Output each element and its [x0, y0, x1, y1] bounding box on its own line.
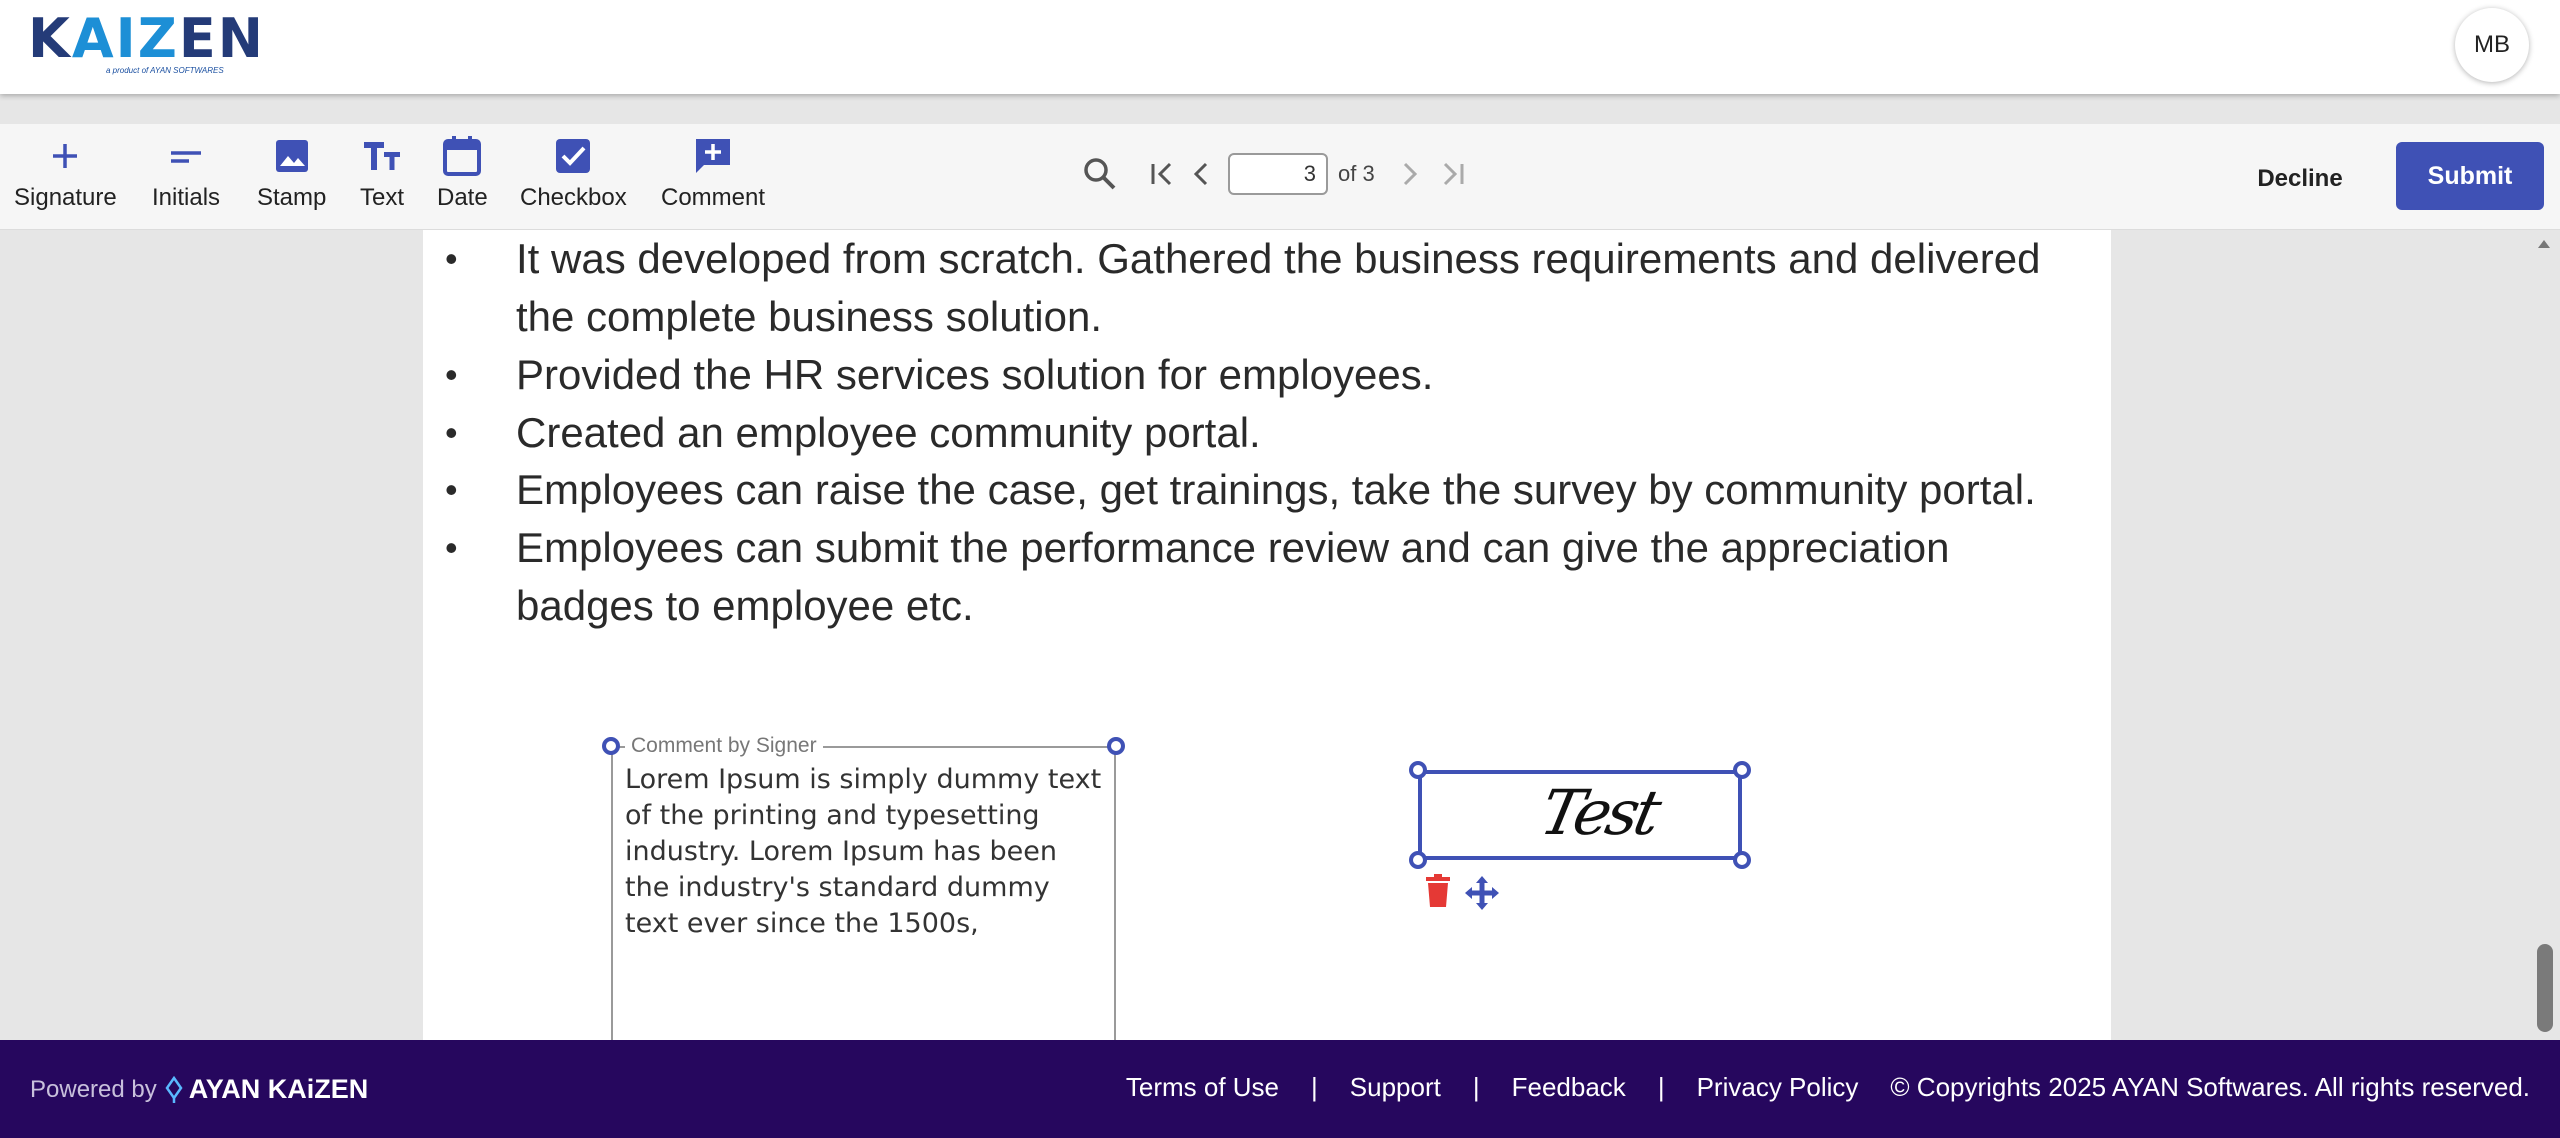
- trash-icon[interactable]: [1423, 874, 1453, 908]
- page-number-input[interactable]: [1228, 153, 1328, 195]
- tool-comment-label: Comment: [661, 184, 766, 211]
- bullet-dot: •: [445, 527, 458, 568]
- app-header: [0, 0, 2560, 94]
- bullet-dot: •: [445, 469, 458, 510]
- resize-handle[interactable]: [1733, 761, 1751, 779]
- signature-field[interactable]: [1418, 770, 1742, 860]
- signature-text: Test: [1534, 776, 1664, 849]
- list-item: [423, 346, 2083, 404]
- list-item: [423, 519, 2083, 635]
- tool-text-label: Text: [360, 184, 405, 211]
- list-item-text-cont: the complete business solution.: [516, 293, 1103, 340]
- plus-icon: [50, 134, 80, 178]
- signer-comment-field[interactable]: [611, 734, 1116, 1040]
- support-link[interactable]: Support: [1349, 1072, 1441, 1102]
- calendar-icon: [442, 134, 482, 178]
- footer-links: [1126, 1072, 2530, 1103]
- vertical-scrollbar-thumb[interactable]: [2537, 944, 2553, 1032]
- list-item: [423, 461, 2083, 519]
- document-page: [423, 230, 2111, 1040]
- list-item-text-cont: badges to employee etc.: [516, 582, 974, 629]
- signing-toolbar: [0, 124, 2560, 230]
- powered-by: [30, 1074, 368, 1105]
- list-item-text: Provided the HR services solution for employees.: [516, 351, 1434, 398]
- terms-of-use-link[interactable]: Terms of Use: [1125, 1072, 1280, 1102]
- submit-button[interactable]: Submit: [2396, 142, 2544, 210]
- list-item: [423, 230, 2083, 346]
- add-comment-icon: [693, 134, 733, 178]
- tool-comment[interactable]: [661, 134, 765, 212]
- tool-signature-label: Signature: [14, 184, 117, 211]
- first-page-icon[interactable]: [1142, 160, 1182, 188]
- resize-handle[interactable]: [1409, 851, 1427, 869]
- scroll-up-arrow-icon[interactable]: [2534, 234, 2554, 254]
- resize-handle[interactable]: [602, 737, 620, 755]
- list-item-text: Employees can raise the case, get trainings, take the survey by community portal.: [516, 466, 2036, 513]
- decline-button[interactable]: Decline: [2257, 165, 2343, 192]
- search-icon[interactable]: [1080, 157, 1120, 191]
- bullet-dot: •: [445, 238, 458, 279]
- tool-checkbox[interactable]: [520, 134, 627, 212]
- link-separator: |: [1311, 1072, 1318, 1102]
- tool-stamp-label: Stamp: [257, 184, 327, 211]
- previous-page-icon[interactable]: [1186, 160, 1216, 188]
- copyright-text: © Copyrights 2025 AYAN Softwares. All rights reserved.: [1890, 1072, 2530, 1102]
- text-fields-icon: [362, 134, 402, 178]
- next-page-icon[interactable]: [1395, 160, 1425, 188]
- footer-brand[interactable]: AYAN KAiZEN: [188, 1074, 369, 1104]
- app-footer: [0, 1040, 2560, 1138]
- tool-initials-label: Initials: [152, 184, 221, 211]
- short-text-icon: [169, 134, 203, 178]
- tool-date-label: Date: [437, 184, 488, 211]
- page-count-label: of 3: [1338, 161, 1375, 186]
- tool-checkbox-label: Checkbox: [520, 184, 627, 211]
- list-item: [423, 404, 2083, 462]
- resize-handle[interactable]: [1107, 737, 1125, 755]
- feedback-link[interactable]: Feedback: [1511, 1072, 1626, 1102]
- resize-handle[interactable]: [1409, 761, 1427, 779]
- list-item-text: Created an employee community portal.: [516, 409, 1261, 456]
- resize-handle[interactable]: [1733, 851, 1751, 869]
- page-navigator: [1080, 144, 1473, 204]
- powered-by-label: Powered by: [30, 1075, 157, 1103]
- comment-text[interactable]: Lorem Ipsum is simply dummy text of the printing and typesetting industry. Lorem Ipsum has been the industry's standard dummy text ever since the 1500s,: [625, 764, 1102, 939]
- last-page-icon[interactable]: [1433, 160, 1473, 188]
- kaizen-logo[interactable]: [28, 7, 265, 80]
- image-icon: [274, 134, 310, 178]
- logo-subtitle: a product of AYAN SOFTWARES: [106, 66, 224, 75]
- move-arrows-icon[interactable]: [1463, 874, 1501, 912]
- logo-wordmark: KAIZEN: [28, 7, 265, 70]
- kaizen-pen-icon: [165, 1076, 183, 1104]
- document-viewport[interactable]: [0, 230, 2560, 1040]
- tool-date[interactable]: [437, 134, 488, 212]
- checkbox-icon: [554, 134, 592, 178]
- bullet-dot: •: [445, 354, 458, 395]
- link-separator: |: [1657, 1072, 1665, 1102]
- tool-signature[interactable]: [14, 134, 117, 212]
- link-separator: |: [1472, 1072, 1480, 1102]
- list-item-text: Employees can submit the performance review and can give the appreciation: [516, 524, 1950, 571]
- list-item-text: It was developed from scratch. Gathered the business requirements and delivered: [516, 235, 2041, 282]
- tool-text[interactable]: [360, 134, 404, 212]
- privacy-policy-link[interactable]: Privacy Policy: [1696, 1072, 1859, 1102]
- user-avatar[interactable]: MB: [2455, 8, 2529, 82]
- tool-stamp[interactable]: [257, 134, 326, 212]
- tool-initials[interactable]: [152, 134, 220, 212]
- bullet-dot: •: [445, 412, 458, 453]
- comment-legend: Comment by Signer: [625, 734, 823, 758]
